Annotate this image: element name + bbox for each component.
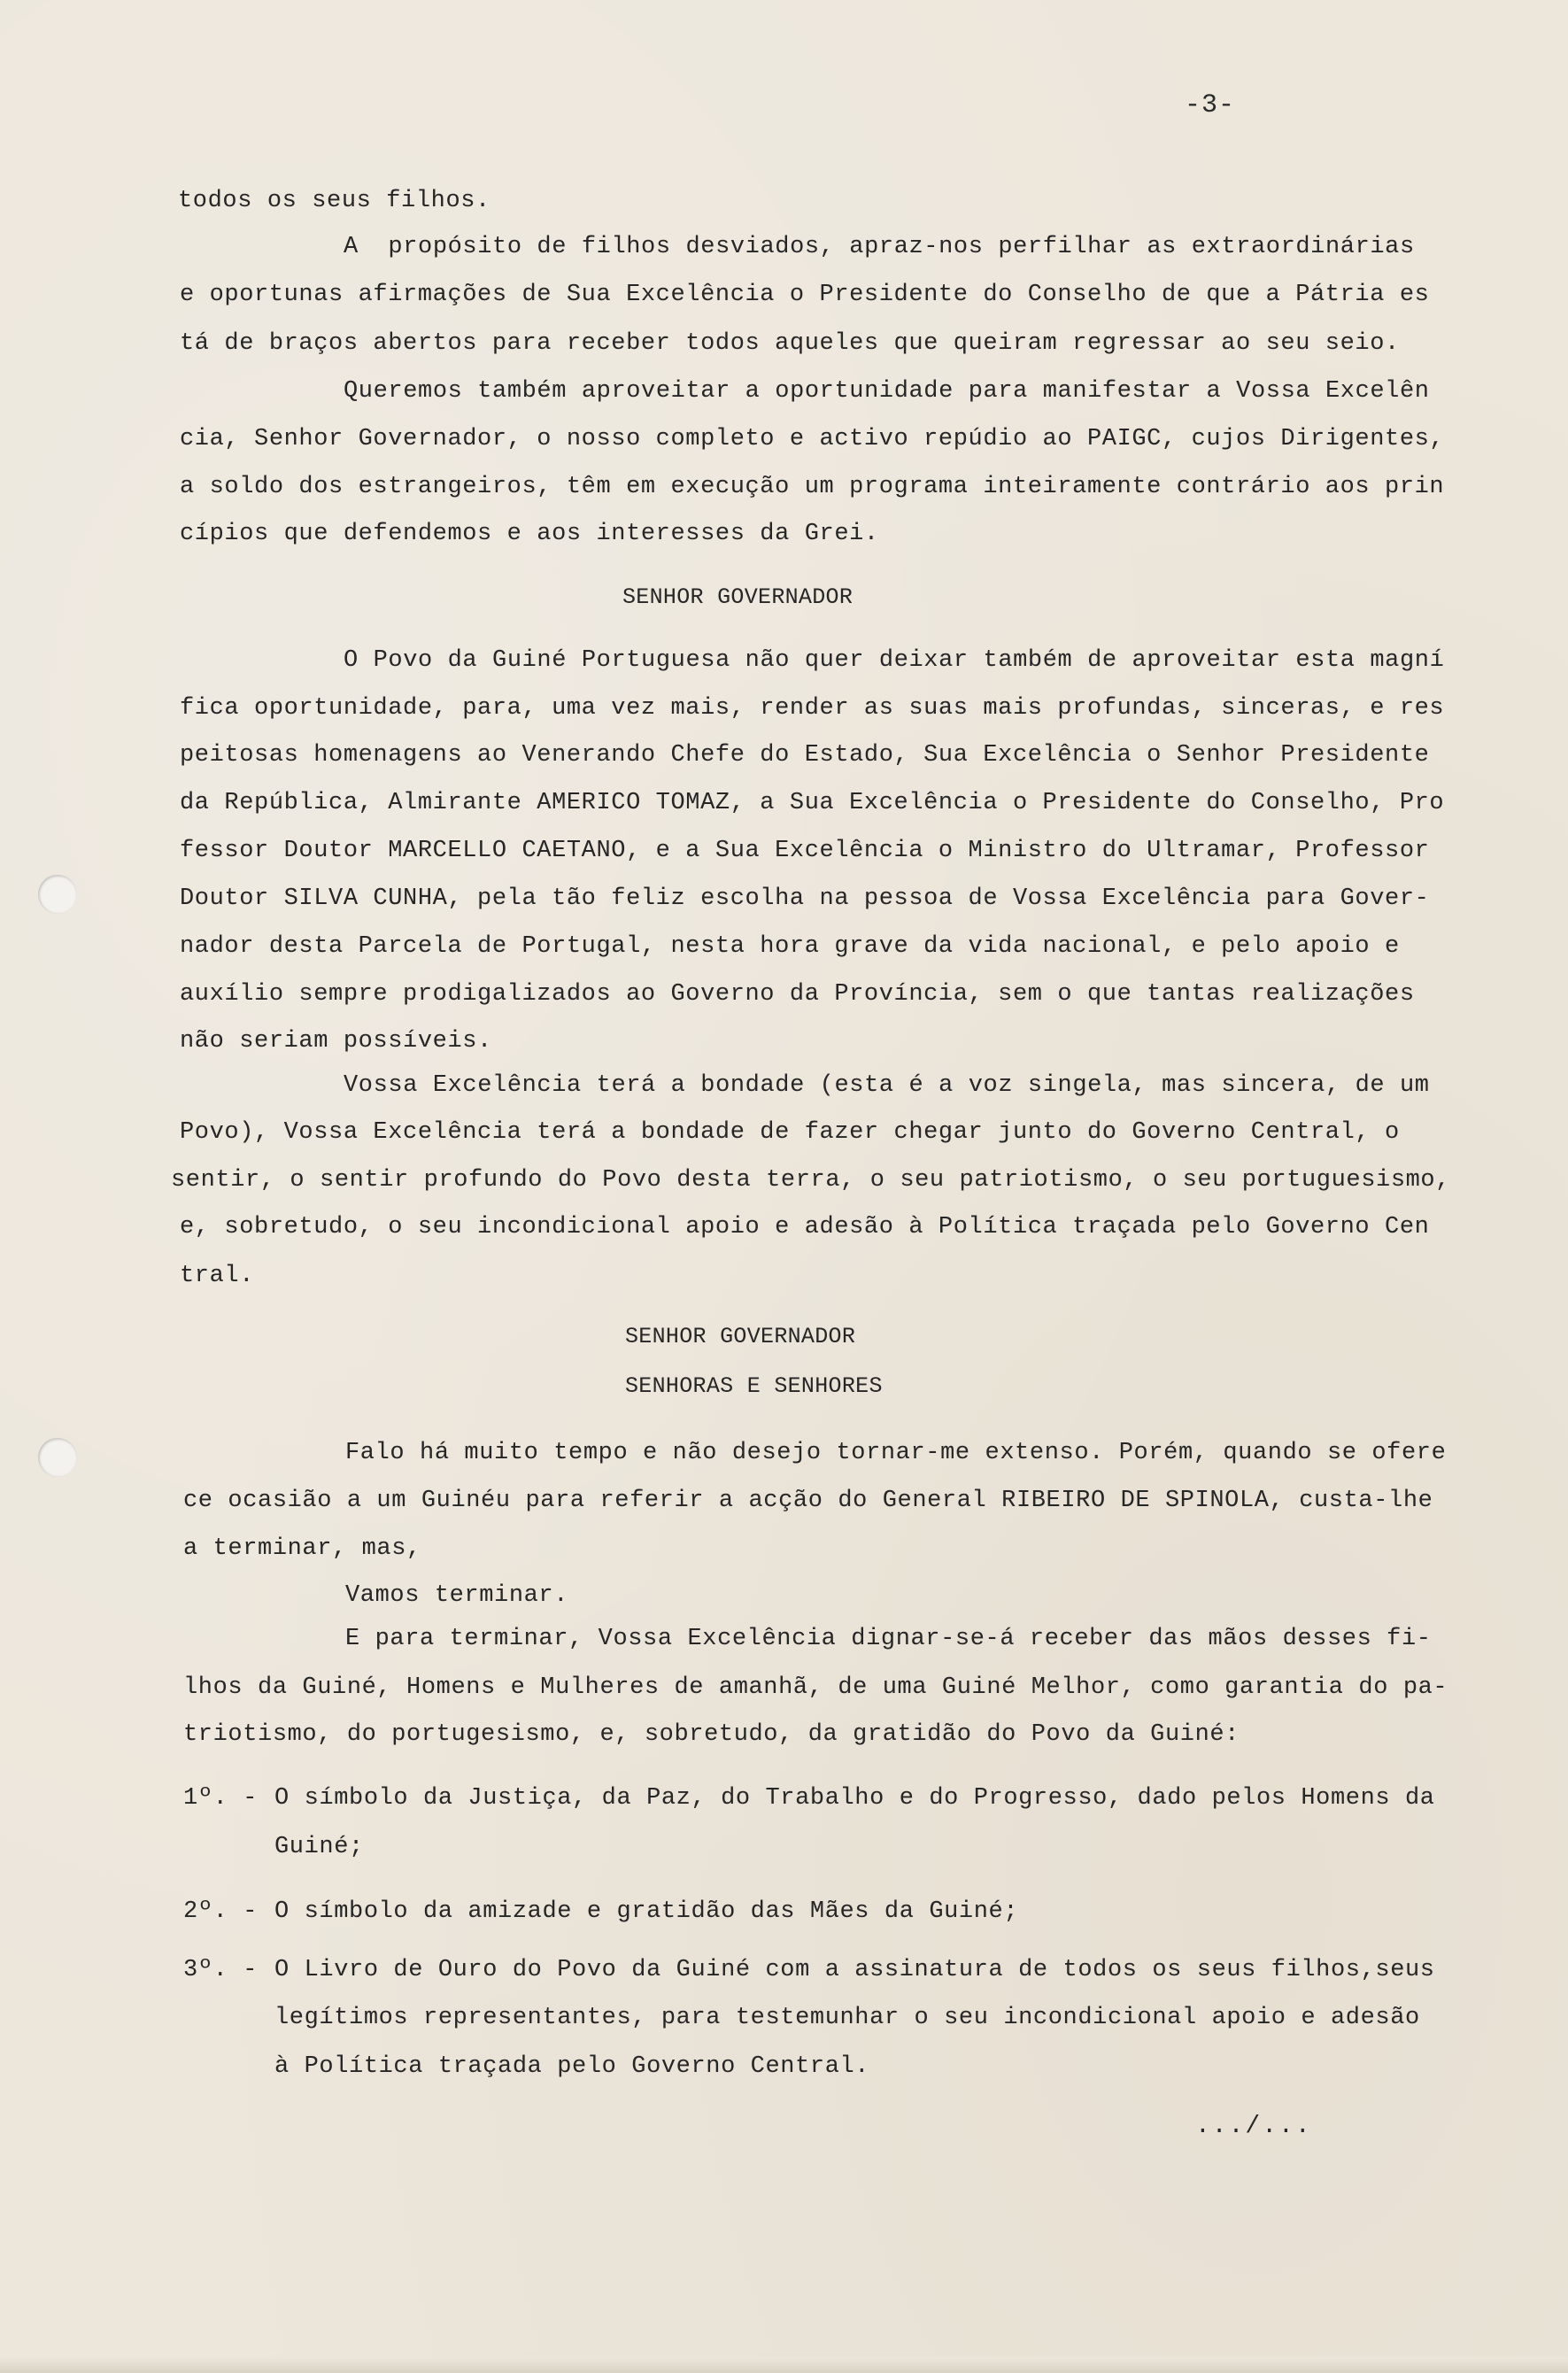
section-heading: SENHOR GOVERNADOR	[622, 584, 854, 610]
list-marker: 1º. -	[183, 1785, 259, 1812]
text-line: lhos da Guiné, Homens e Mulheres de amanhã, de uma Guiné Melhor, como garantia do pa-	[183, 1674, 1448, 1701]
list-item: O símbolo da Justiça, da Paz, do Trabalho e do Progresso, dado pelos Homens da	[274, 1785, 1435, 1812]
list-item: Guiné;	[274, 1834, 364, 1860]
text-line: ce ocasião a um Guinéu para referir a acção do General RIBEIRO DE SPINOLA, custa-lhe	[183, 1488, 1433, 1514]
text-line: cípios que defendemos e aos interesses da Grei.	[180, 521, 879, 547]
list-marker: 2º. -	[183, 1898, 259, 1925]
text-line: tral.	[180, 1263, 255, 1289]
text-line: tá de braços abertos para receber todos aqueles que queiram regressar ao seu seio.	[180, 330, 1400, 357]
text-line: e, sobretudo, o seu incondicional apoio e adesão à Política traçada pelo Governo Cen	[180, 1214, 1430, 1241]
text-line: a soldo dos estrangeiros, têm em execução um programa inteiramente contrário aos prin	[180, 474, 1445, 500]
section-heading: SENHORAS E SENHORES	[625, 1373, 883, 1399]
text-line: fica oportunidade, para, uma vez mais, render as suas mais profundas, sinceras, e res	[180, 695, 1445, 722]
punch-hole-bottom	[38, 1438, 77, 1477]
text-line: Vamos terminar.	[345, 1582, 569, 1609]
text-line: e oportunas afirmações de Sua Excelência o Presidente do Conselho de que a Pátria es	[180, 282, 1430, 308]
list-marker: 3º. -	[183, 1957, 259, 1983]
text-line: fessor Doutor MARCELLO CAETANO, e a Sua Excelência o Ministro do Ultramar, Professor	[180, 838, 1430, 864]
text-line: nador desta Parcela de Portugal, nesta hora grave da vida nacional, e pelo apoio e	[180, 933, 1400, 960]
text-line: triotismo, do portugesismo, e, sobretudo, da gratidão do Povo da Guiné:	[183, 1721, 1240, 1748]
text-line: A propósito de filhos desviados, apraz-nos perfilhar as extraordinárias	[344, 234, 1415, 260]
text-line: todos os seus filhos.	[178, 188, 490, 214]
punch-hole-top	[38, 875, 77, 914]
text-line: não seriam possíveis.	[180, 1028, 492, 1055]
text-line: auxílio sempre prodigalizados ao Governo da Província, sem o que tantas realizações	[180, 981, 1415, 1008]
text-line: a terminar, mas,	[183, 1535, 421, 1562]
text-line: E para terminar, Vossa Excelência dignar-se-á receber das mãos desses fi-	[345, 1626, 1432, 1652]
text-line: Povo), Vossa Excelência terá a bondade de fazer chegar junto do Governo Central, o	[180, 1119, 1400, 1146]
continuation-mark: .../...	[1195, 2113, 1312, 2140]
list-item: O Livro de Ouro do Povo da Guiné com a assinatura de todos os seus filhos,seus	[274, 1957, 1435, 1983]
text-line: Queremos também aproveitar a oportunidade para manifestar a Vossa Excelên	[344, 378, 1430, 405]
list-item: à Política traçada pelo Governo Central.	[274, 2053, 870, 2080]
text-line: Doutor SILVA CUNHA, pela tão feliz escolha na pessoa de Vossa Excelência para Gover-	[180, 885, 1430, 912]
list-item: O símbolo da amizade e gratidão das Mães da Guiné;	[274, 1898, 1019, 1925]
section-heading: SENHOR GOVERNADOR	[625, 1324, 856, 1349]
text-line: sentir, o sentir profundo do Povo desta terra, o seu patriotismo, o seu portuguesismo,	[171, 1167, 1451, 1194]
text-line: da República, Almirante AMERICO TOMAZ, a Sua Excelência o Presidente do Conselho, Pro	[180, 790, 1445, 816]
text-line: peitosas homenagens ao Venerando Chefe do Estado, Sua Excelência o Senhor Presidente	[180, 742, 1430, 769]
text-line: O Povo da Guiné Portuguesa não quer deixar também de aproveitar esta magní	[344, 647, 1445, 674]
list-item: legítimos representantes, para testemunhar o seu incondicional apoio e adesão	[274, 2005, 1420, 2031]
text-line: Falo há muito tempo e não desejo tornar-me extenso. Porém, quando se ofere	[345, 1440, 1447, 1466]
page-number: -3-	[1185, 90, 1236, 120]
text-line: cia, Senhor Governador, o nosso completo e activo repúdio ao PAIGC, cujos Dirigentes,	[180, 426, 1445, 452]
text-line: Vossa Excelência terá a bondade (esta é a voz singela, mas sincera, de um	[344, 1072, 1430, 1099]
